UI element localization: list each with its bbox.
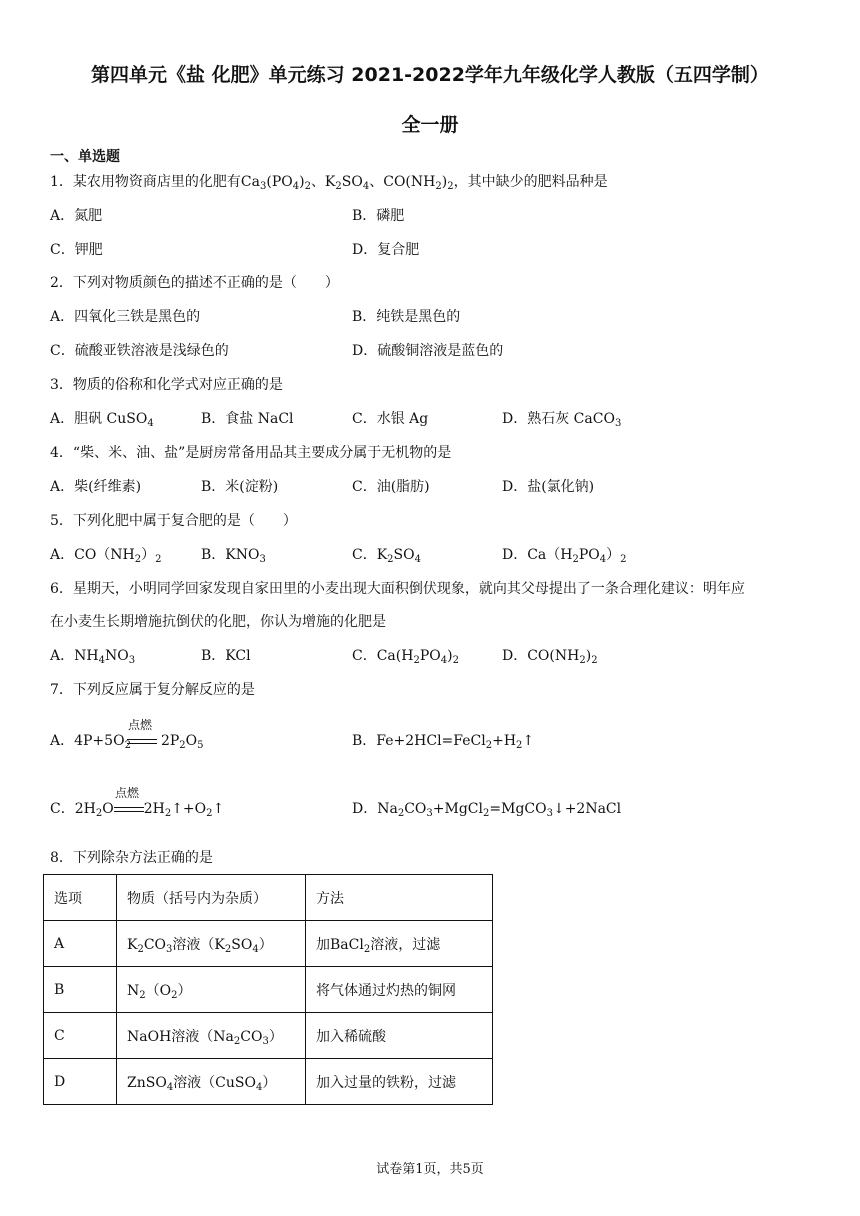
q3-option-c[interactable]: C．水银 Ag: [352, 411, 429, 427]
table-cell: 加BaCl$_2$溶液，过滤: [306, 921, 493, 967]
q2-option-d[interactable]: D．硫酸铜溶液是蓝色的: [352, 343, 504, 359]
q3-option-b[interactable]: B．食盐 NaCl: [201, 411, 294, 427]
q8-table: [43, 874, 493, 1105]
q4-stem: 4．“柴、米、油、盐”是厨房常备用品其主要成分属于无机物的是: [50, 445, 452, 461]
q1-stem: [50, 173, 608, 191]
q7-option-b[interactable]: B．$Fe+2HCl=FeCl_2+H_2↑$: [352, 733, 535, 751]
q5-option-c[interactable]: C．$K_2SO_4$: [352, 547, 421, 565]
q7-a-reactants: A．$4P+5O_2$: [50, 733, 131, 751]
q6-option-d[interactable]: D．$CO(NH_2)_2$: [502, 648, 598, 666]
page-title-line1: 第四单元《盐 化肥》单元练习 2021-2022学年九年级化学人教版（五四学制）: [91, 64, 769, 86]
table-header-cell: 物质（括号内为杂质）: [117, 875, 306, 921]
q1-stem-formula: $Ca_3(PO_4)_2$、$K_2SO_4$、$CO(NH_2)_2$: [240, 174, 454, 192]
q7-stem: 7．下列反应属于复分解反应的是: [50, 682, 255, 698]
q1-option-d[interactable]: D．复合肥: [352, 242, 420, 258]
q7-a-products: $2P_2O_5$: [160, 733, 204, 751]
q6-option-a[interactable]: A．$NH_4NO_3$: [50, 648, 136, 666]
q6-stem-line1: 6．星期天，小明同学回家发现自家田里的小麦出现大面积倒伏现象，就向其父母提出了一条合理化建议：明年应: [50, 581, 745, 597]
page-footer: 试卷第1页，共5页: [376, 1162, 484, 1177]
q7-c-equals-sign: [114, 807, 144, 812]
q3-option-d[interactable]: D．熟石灰 CaCO$_3$: [502, 411, 622, 429]
table-row: [44, 1013, 493, 1059]
q7-option-d[interactable]: D．$Na_2CO_3+MgCl_2=MgCO_3↓+2NaCl$: [352, 801, 622, 819]
table-row: [44, 1059, 493, 1105]
q5-option-a[interactable]: A．$CO(NH_2)_2$: [50, 547, 162, 565]
table-cell: B: [44, 967, 117, 1013]
table-header-cell: 选项: [44, 875, 117, 921]
q8-stem: 8．下列除杂方法正确的是: [50, 850, 213, 866]
q2-option-b[interactable]: B．纯铁是黑色的: [352, 309, 461, 325]
q7-a-equals-sign: [127, 739, 157, 744]
table-cell: $K_2CO_3$溶液$(K_2SO_4)$: [117, 921, 306, 967]
table-cell: D: [44, 1059, 117, 1105]
q4-option-d[interactable]: D．盐(氯化钠): [502, 479, 595, 495]
q7-c-products: $2H_2↑+O_2↑$: [143, 801, 225, 819]
table-cell: A: [44, 921, 117, 967]
q6-option-c[interactable]: C．$Ca(H_2PO_4)_2$: [352, 648, 459, 666]
q7-a-condition: 点燃: [128, 718, 153, 732]
q5-option-b[interactable]: B．$KNO_3$: [201, 547, 266, 565]
q2-option-c[interactable]: C．硫酸亚铁溶液是浅绿色的: [50, 343, 229, 359]
q2-stem: 2．下列对物质颜色的描述不正确的是（ ）: [50, 275, 339, 291]
q6-stem-line2: 在小麦生长期增施抗倒伏的化肥，你认为增施的化肥是: [50, 614, 386, 630]
q2-option-a[interactable]: A．四氧化三铁是黑色的: [50, 309, 201, 325]
q4-option-a[interactable]: A．柴(纤维素): [50, 479, 142, 495]
table-cell: 加入稀硫酸: [306, 1013, 493, 1059]
q1-stem-text: 1．某农用物资商店里的化肥有: [50, 174, 241, 190]
q6-option-b[interactable]: B．KCl: [201, 648, 251, 664]
table-header-row: [44, 875, 493, 921]
q7-c-condition: 点燃: [115, 786, 140, 800]
table-cell: NaOH溶液$(Na_2CO_3)$: [117, 1013, 306, 1059]
q1-option-b[interactable]: B．磷肥: [352, 208, 405, 224]
q5-stem: 5．下列化肥中属于复合肥的是（ ）: [50, 513, 297, 529]
q1-option-c[interactable]: C．钾肥: [50, 242, 103, 258]
q4-option-b[interactable]: B．米(淀粉): [201, 479, 279, 495]
q3-option-a[interactable]: A．胆矾 CuSO$_4$: [50, 411, 154, 429]
q3-stem: 3．物质的俗称和化学式对应正确的是: [50, 377, 283, 393]
section-heading: 一、单选题: [50, 149, 120, 165]
q1-option-a[interactable]: A．氮肥: [50, 208, 103, 224]
q7-c-reactants: C．$2H_2O$: [50, 801, 114, 819]
q1-stem-tail: ，其中缺少的肥料品种是: [453, 174, 608, 190]
table-row: [44, 921, 493, 967]
table-cell: 将气体通过灼热的铜网: [306, 967, 493, 1013]
table-row: [44, 967, 493, 1013]
q5-option-d[interactable]: D．$Ca(H_2PO_4)_2$: [502, 547, 627, 565]
table-cell: C: [44, 1013, 117, 1059]
q4-option-c[interactable]: C．油(脂肪): [352, 479, 430, 495]
table-cell: 加入过量的铁粉，过滤: [306, 1059, 493, 1105]
page-title-line2: 全一册: [401, 114, 459, 136]
table-cell: $N_2(O_2)$: [117, 967, 306, 1013]
table-header-cell: 方法: [306, 875, 493, 921]
table-cell: ZnSO$_4$溶液（CuSO$_4$）: [117, 1059, 306, 1105]
